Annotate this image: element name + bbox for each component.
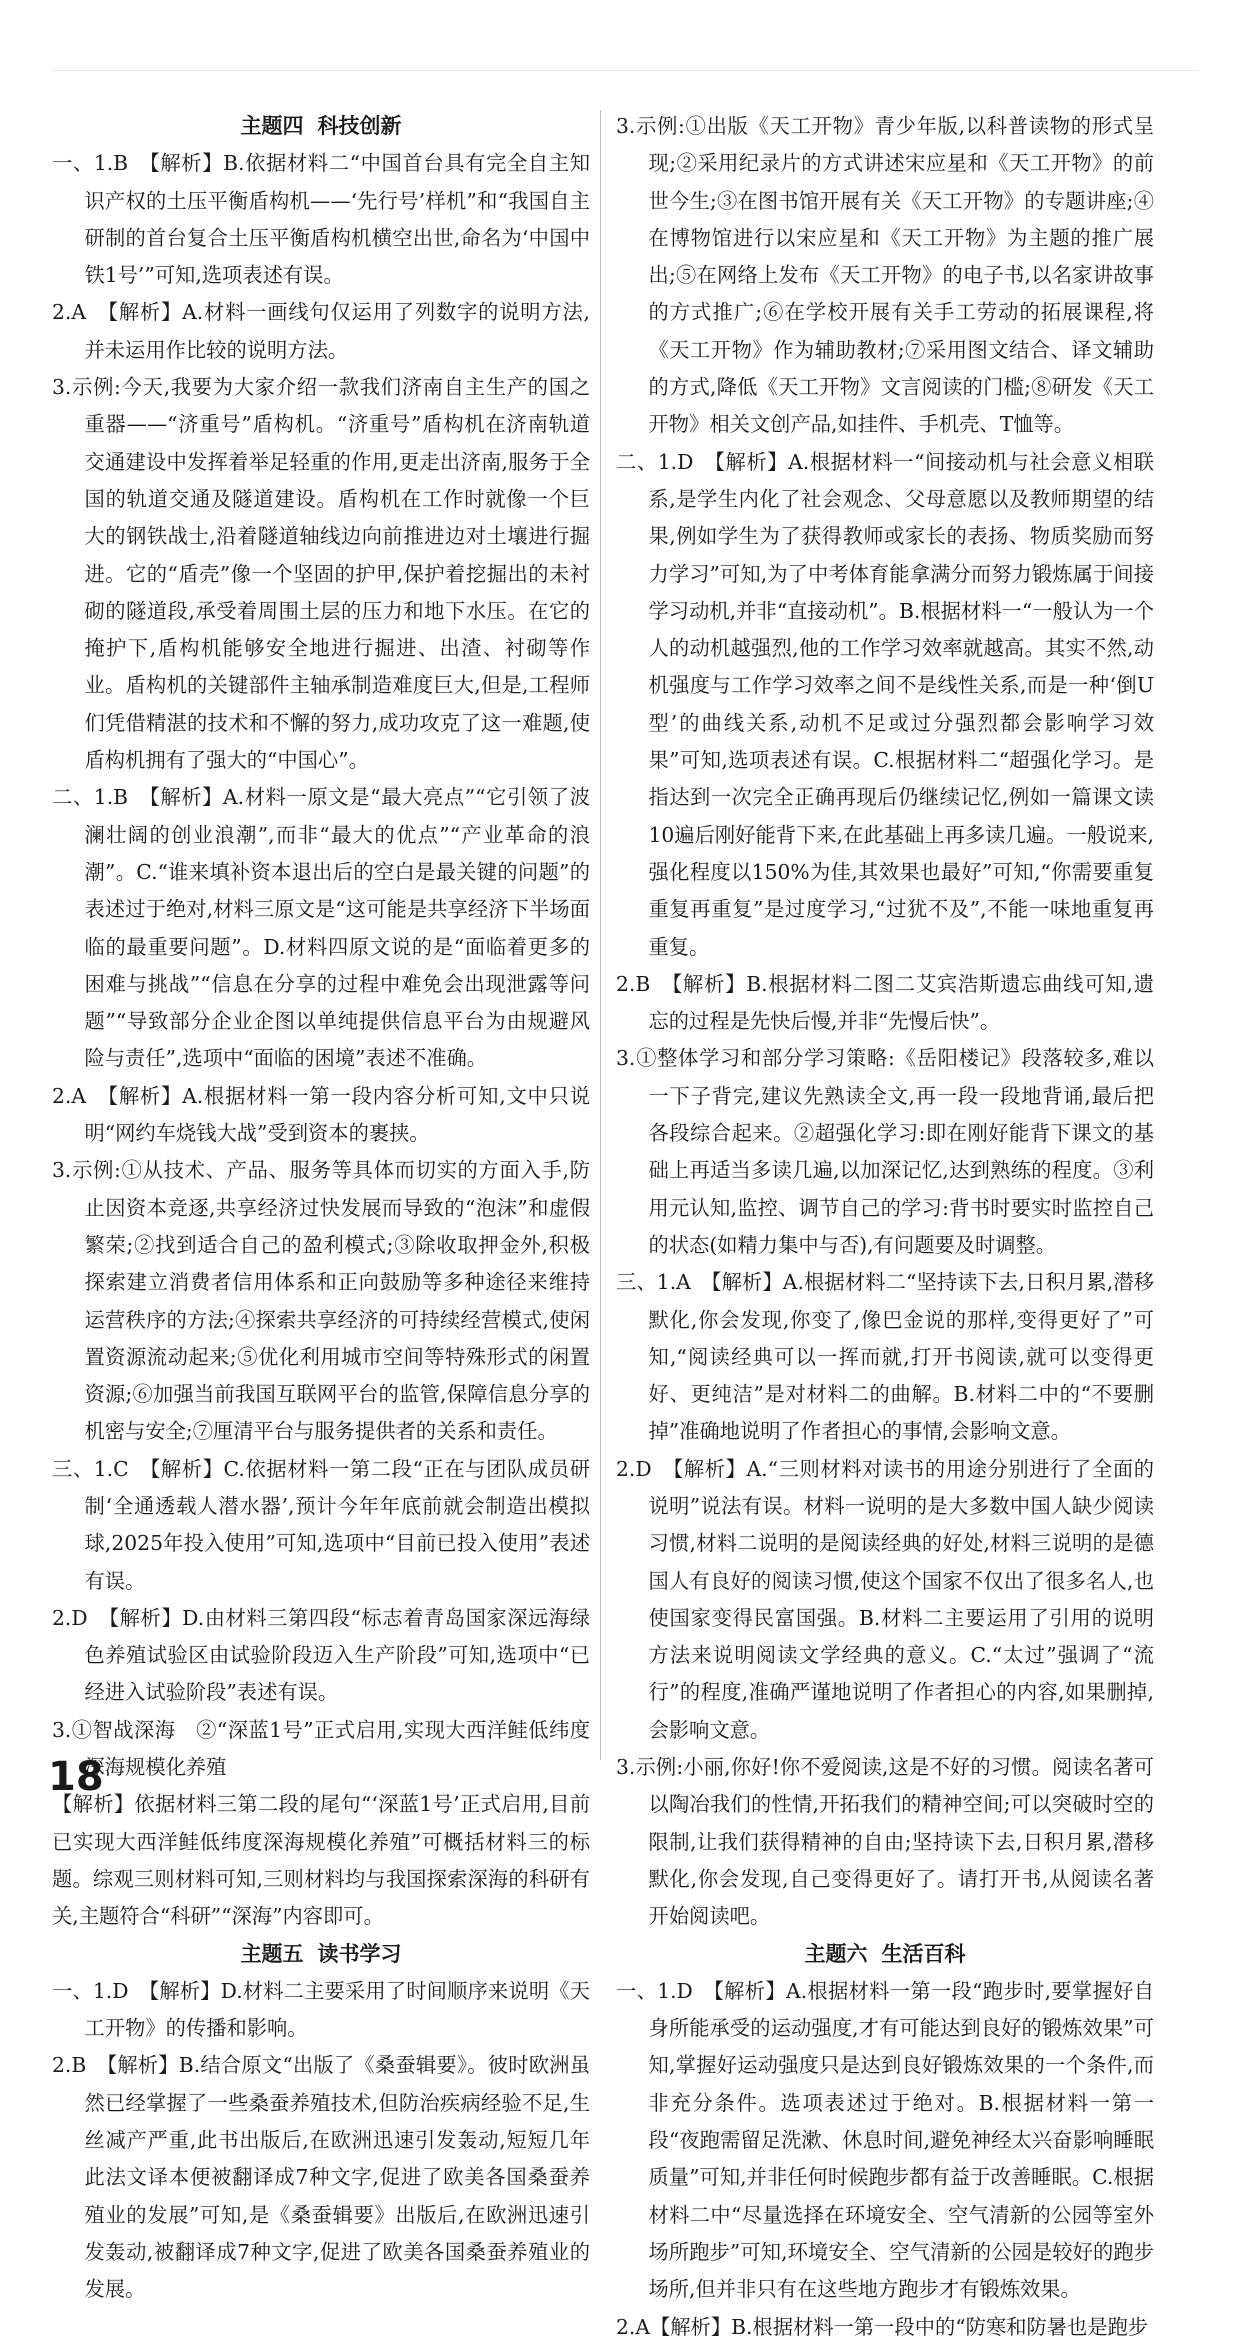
answer-item: 二、1.B 【解析】A.材料一原文是“最大亮点”“它引领了波澜壮阔的创业浪潮”,而非“最大的优点”“产业革命的浪潮”。C.“谁来填补资本退出后的空白是最关键的问题”的表述过于绝对,材料三原文是“这可能是共享经济下半场面临的最重要问题”。D.材料四原文说的是“面临着更多的困难与挑战”“信息在分享的过程中难免会出现泄露等问题”“导致部分企业企图以单纯提供信息平台为由规避风险与责任”,选项中“面临的困境”表述不准确。 [52, 785, 590, 1071]
answer-item: 二、1.D 【解析】A.根据材料一“间接动机与社会意义相联系,是学生内化了社会观念、父母意愿以及教师期望的结果,例如学生为了获得教师或家长的表扬、物质奖励而努力学习”可知,为了中考体育能拿满分而努力锻炼属于间接学习动机,并非“直接动机”。B.根据材料一“一般认为一个人的动机越强烈,他的工作学习效率就越高。其实不然,动机强度与工作学习效率之间不是线性关系,而是一种‘倒U型’的曲线关系,动机不足或过分强烈都会影响学习效果”可知,选项表述有误。C.根据材料二“超强化学习。是指达到一次完全正确再现后仍继续记忆,例如一篇课文读10遍后刚好能背下来,在此基础上再多读几遍。一般说来,强化程度以150%为佳,其效果也最好”可知,“你需要重复重复再重复”是过度学习,“过犹不及”,不能一味地重复再重复。 [616, 449, 1154, 959]
section-heading [616, 1936, 1154, 1973]
answer-item: 3.①智战深海 ②“深蓝1号”正式启用,实现大西洋鲑低纬度深海规模化养殖 [52, 1717, 590, 1780]
section-title: 主题五 [240, 1941, 304, 1966]
right-column [616, 108, 1154, 2346]
answer-item: 三、1.C 【解析】C.依据材料一第二段“正在与团队成员研制‘全通透载人潜水器’,预计今年年底前就会制造出模拟球,2025年投入使用”可知,选项中“目前已投入使用”表述有误。 [52, 1456, 590, 1593]
answer-item: 2.D 【解析】D.由材料三第四段“标志着青岛国家深远海绿色养殖试验区由试验阶段迈入生产阶段”可知,选项中“已经进入试验阶段”表述有误。 [52, 1605, 590, 1705]
answer-item: 2.B 【解析】B.根据材料二图二艾宾浩斯遗忘曲线可知,遗忘的过程是先快后慢,并非“先慢后快”。 [616, 971, 1154, 1034]
answer-item: 一、1.B 【解析】B.依据材料二“中国首台具有完全自主知识产权的土压平衡盾构机——‘先行号’样机”和“我国自主研制的首台复合土压平衡盾构机横空出世,命名为‘中国中铁1号’”可知,选项表述有误。 [52, 151, 590, 288]
top-rule [52, 70, 1198, 71]
section-subtitle: 读书学习 [317, 1941, 402, 1966]
column-divider [600, 110, 601, 1760]
section-heading [52, 1936, 590, 1973]
section-subtitle: 科技创新 [317, 114, 402, 138]
answer-item: 3.①整体学习和部分学习策略:《岳阳楼记》段落较多,难以一下子背完,建议先熟读全文,再一段一段地背诵,最后把各段综合起来。②超强化学习:即在刚好能背下课文的基础上再适当多读几遍,以加深记忆,达到熟练的程度。③利用元认知,监控、调节自己的学习:背书时要实时监控自己的状态(如精力集中与否),有问题要及时调整。 [616, 1046, 1154, 1257]
page-number: 18 [48, 1754, 104, 1800]
section-title: 主题六 [804, 1941, 868, 1966]
section-subtitle: 生活百科 [881, 1941, 966, 1966]
answer-item: 2.A 【解析】A.材料一画线句仅运用了列数字的说明方法,并未运用作比较的说明方法。 [52, 300, 590, 362]
analysis-paragraph: 【解析】依据材料三第二段的尾句“‘深蓝1号’正式启用,目前已实现大西洋鲑低纬度深海规模化养殖”可概括材料三的标题。综观三则材料可知,三则材料均与我国探索深海的科研有关,主题符合“科研”“深海”内容即可。 [52, 1792, 590, 1929]
answer-item: 三、1.A 【解析】A.根据材料二“坚持读下去,日积月累,潜移默化,你会发现,你变了,像巴金说的那样,变得更好了”可知,“阅读经典可以一挥而就,打开书阅读,就可以变得更好、更纯洁”是对材料二的曲解。B.材料二中的“不要删掉”准确地说明了作者担心的事情,会影响文意。 [616, 1270, 1154, 1444]
answer-item: 3.示例:小丽,你好!你不爱阅读,这是不好的习惯。阅读名著可以陶冶我们的性情,开拓我们的精神空间;可以突破时空的限制,让我们获得精神的自由;坚持读下去,日积月累,潜移默化,你会发现,自己变得更好了。请打开书,从阅读名著开始阅读吧。 [616, 1755, 1154, 1929]
answer-item: 2.A【解析】B.根据材料一第一段中的“防寒和防暑也是跑步 [616, 2314, 1149, 2339]
answer-item: 一、1.D 【解析】D.材料二主要采用了时间顺序来说明《天工开物》的传播和影响。 [52, 1978, 590, 2041]
answer-item: 3.示例:①从技术、产品、服务等具体而切实的方面入手,防止因资本竞逐,共享经济过快发展而导致的“泡沫”和虚假繁荣;②找到适合自己的盈利模式;③除收取押金外,积极探索建立消费者信用体系和正向鼓励等多种途径来维持运营秩序的方法;④探索共享经济的可持续经营模式,使闲置资源流动起来;⑤优化利用城市空间等特殊形式的闲置资源;⑥加强当前我国互联网平台的监管,保障信息分享的机密与安全;⑦厘清平台与服务提供者的关系和责任。 [52, 1158, 590, 1444]
answer-item: 2.D 【解析】A.“三则材料对读书的用途分别进行了全面的说明”说法有误。材料一说明的是大多数中国人缺少阅读习惯,材料二说明的是阅读经典的好处,材料三说明的是德国人有良好的阅读习惯,使这个国家不仅出了很多名人,也使国家变得民富国强。B.材料二主要运用了引用的说明方法来说明阅读文学经典的意义。C.“太过”强调了“流行”的程度,准确严谨地说明了作者担心的内容,如果删掉,会影响文意。 [616, 1456, 1154, 1742]
section-title: 主题四 [240, 114, 304, 138]
answer-item: 3.示例:①出版《天工开物》青少年版,以科普读物的形式呈现;②采用纪录片的方式讲述宋应星和《天工开物》的前世今生;③在图书馆开展有关《天工开物》的专题讲座;④在博物馆进行以宋应星和《天工开物》为主题的推广展出;⑤在网络上发布《天工开物》的电子书,以名家讲故事的方式推广;⑥在学校开展有关手工劳动的拓展课程,将《天工开物》作为辅助教材;⑦采用图文结合、译文辅助的方式,降低《天工开物》文言阅读的门槛;⑧研发《天工开物》相关文创产品,如挂件、手机壳、T恤等。 [616, 114, 1154, 437]
answer-item: 2.A 【解析】A.根据材料一第一段内容分析可知,文中只说明“网约车烧钱大战”受到资本的裹挟。 [52, 1083, 590, 1146]
section-heading [52, 108, 590, 145]
left-column [52, 108, 590, 2309]
answer-item: 2.B 【解析】B.结合原文“出版了《桑蚕辑要》。彼时欧洲虽然已经掌握了一些桑蚕养殖技术,但防治疾病经验不足,生丝减产严重,此书出版后,在欧洲迅速引发轰动,短短几年此法文译本便被翻译成7种文字,促进了欧美各国桑蚕养殖业的发展”可知,是《桑蚕辑要》出版后,在欧洲迅速引发轰动,被翻译成7种文字,促进了欧美各国桑蚕养殖业的发展。 [52, 2053, 590, 2302]
answer-item: 3.示例:今天,我要为大家介绍一款我们济南自主生产的国之重器——“济重号”盾构机。“济重号”盾构机在济南轨道交通建设中发挥着举足轻重的作用,更走出济南,服务于全国的轨道交通及隧道建设。盾构机在工作时就像一个巨大的钢铁战士,沿着隧道轴线边向前推进边对土壤进行掘进。它的“盾壳”像一个坚固的护甲,保护着挖掘出的未衬砌的隧道段,承受着周围土层的压力和地下水压。在它的掩护下,盾构机能够安全地进行掘进、出渣、衬砌等作业。盾构机的关键部件主轴承制造难度巨大,但是,工程师们凭借精湛的技术和不懈的努力,成功攻克了这一难题,使盾构机拥有了强大的“中国心”。 [52, 375, 590, 773]
answer-item: 一、1.D 【解析】A.根据材料一第一段“跑步时,要掌握好自身所能承受的运动强度,才有可能达到良好的锻炼效果”可知,掌握好运动强度只是达到良好锻炼效果的一个条件,而非充分条件。选项表述过于绝对。B.根据材料一第一段“夜跑需留足洗漱、休息时间,避免神经太兴奋影响睡眠质量”可知,并非任何时候跑步都有益于改善睡眠。C.根据材料二中“尽量选择在环境安全、空气清新的公园等室外场所跑步”可知,环境安全、空气清新的公园是较好的跑步场所,但并非只有在这些地方跑步才有锻炼效果。 [616, 1978, 1154, 2302]
